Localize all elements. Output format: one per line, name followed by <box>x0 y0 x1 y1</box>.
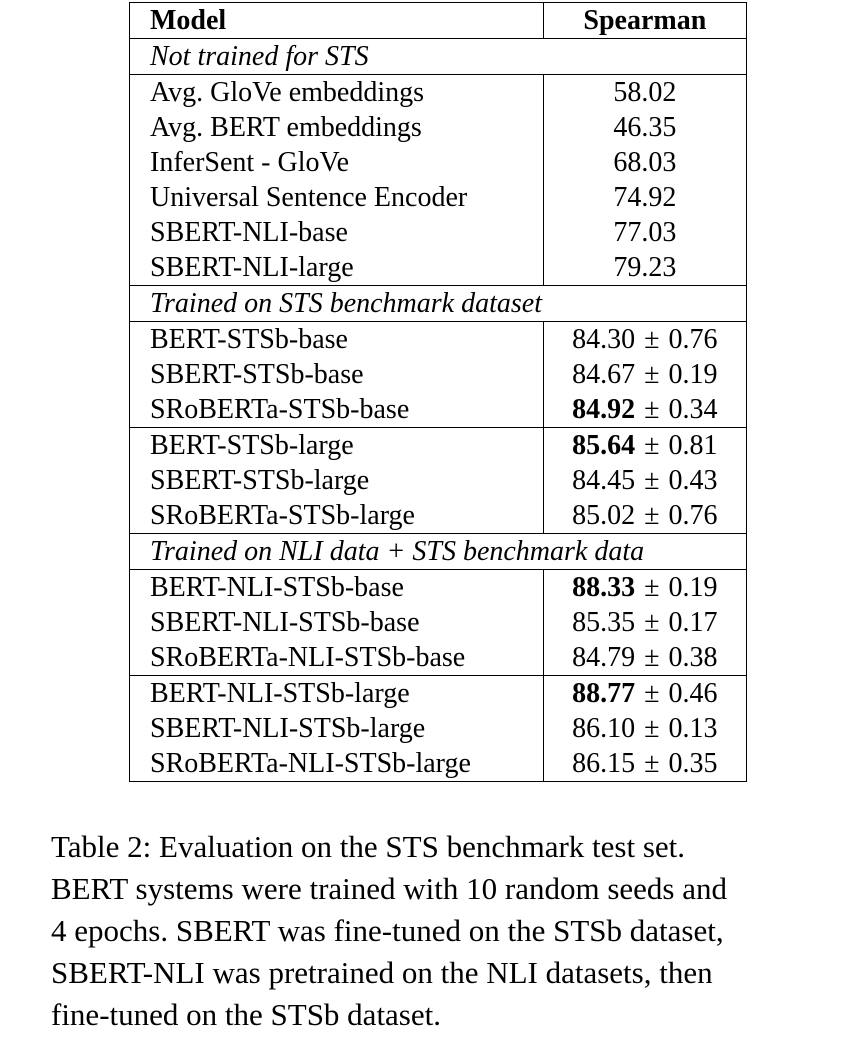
section-title: Not trained for STS <box>130 39 747 75</box>
model-name-cell: BERT-STSb-large <box>130 428 544 464</box>
spearman-value: 84.79 <box>572 642 636 673</box>
spearman-cell <box>543 392 746 428</box>
spearman-value: 86.15 <box>572 748 636 779</box>
model-name-cell: SBERT-NLI-STSb-base <box>130 605 544 640</box>
table-row <box>130 250 747 286</box>
std-deviation: 0.13 <box>668 713 718 744</box>
model-name-cell: BERT-STSb-base <box>130 322 544 358</box>
table-row <box>130 145 747 180</box>
model-name-cell: SBERT-STSb-base <box>130 357 544 392</box>
table-row <box>130 357 747 392</box>
model-name-cell: Universal Sentence Encoder <box>130 180 544 215</box>
spearman-cell <box>543 322 746 358</box>
model-name-cell: SRoBERTa-NLI-STSb-large <box>130 746 544 782</box>
std-deviation: 0.19 <box>668 359 718 390</box>
section-title: Trained on STS benchmark dataset <box>130 286 747 322</box>
spearman-cell <box>543 75 746 111</box>
model-name-cell: SBERT-NLI-large <box>130 250 544 286</box>
plus-minus-sign: ± <box>644 430 660 461</box>
caption-line: Table 2: Evaluation on the STS benchmark test set. <box>51 829 686 864</box>
spearman-cell <box>543 498 746 534</box>
model-name-cell: InferSent - GloVe <box>130 145 544 180</box>
caption-line: 4 epochs. SBERT was fine-tuned on the STSb dataset, <box>51 913 724 948</box>
spearman-value: 68.03 <box>613 147 677 178</box>
plus-minus-sign: ± <box>644 465 660 496</box>
plus-minus-sign: ± <box>644 678 660 709</box>
table-row <box>130 215 747 250</box>
spearman-value: 88.77 <box>572 678 636 709</box>
spearman-cell <box>543 463 746 498</box>
caption-line: BERT systems were trained with 10 random seeds and <box>51 871 727 906</box>
section-header-row <box>130 286 747 322</box>
model-name-cell: SBERT-NLI-STSb-large <box>130 711 544 746</box>
model-name-cell: BERT-NLI-STSb-base <box>130 570 544 606</box>
spearman-cell <box>543 110 746 145</box>
spearman-value: 58.02 <box>613 77 677 108</box>
std-deviation: 0.34 <box>668 394 718 425</box>
header-model: Model <box>130 3 544 39</box>
spearman-value: 86.10 <box>572 713 636 744</box>
table-row <box>130 428 747 464</box>
spearman-cell <box>543 357 746 392</box>
std-deviation: 0.46 <box>668 678 718 709</box>
spearman-cell <box>543 250 746 286</box>
results-table <box>129 2 747 782</box>
plus-minus-sign: ± <box>644 713 660 744</box>
header-spearman: Spearman <box>543 3 746 39</box>
section-header-row <box>130 39 747 75</box>
spearman-value: 74.92 <box>613 182 677 213</box>
table-row <box>130 746 747 782</box>
std-deviation: 0.76 <box>668 324 718 355</box>
table-row <box>130 711 747 746</box>
model-name-cell: Avg. GloVe embeddings <box>130 75 544 111</box>
spearman-cell <box>543 428 746 464</box>
spearman-cell <box>543 180 746 215</box>
spearman-value: 46.35 <box>613 112 677 143</box>
table-row <box>130 498 747 534</box>
table-row <box>130 322 747 358</box>
std-deviation: 0.81 <box>668 430 718 461</box>
model-name-cell: SRoBERTa-NLI-STSb-base <box>130 640 544 676</box>
model-name-cell: Avg. BERT embeddings <box>130 110 544 145</box>
spearman-cell <box>543 746 746 782</box>
plus-minus-sign: ± <box>644 607 660 638</box>
spearman-cell <box>543 711 746 746</box>
model-name-cell: SBERT-STSb-large <box>130 463 544 498</box>
header-row <box>130 3 747 39</box>
spearman-value: 77.03 <box>613 217 677 248</box>
spearman-value: 85.02 <box>572 500 636 531</box>
spearman-value: 85.64 <box>572 430 636 461</box>
spearman-cell <box>543 145 746 180</box>
spearman-value: 84.45 <box>572 465 636 496</box>
std-deviation: 0.35 <box>668 748 718 779</box>
spearman-cell <box>543 570 746 606</box>
table-row <box>130 110 747 145</box>
spearman-value: 84.30 <box>572 324 636 355</box>
table-row <box>130 676 747 712</box>
plus-minus-sign: ± <box>644 572 660 603</box>
spearman-cell <box>543 640 746 676</box>
table-row <box>130 392 747 428</box>
table-row <box>130 570 747 606</box>
table-row <box>130 180 747 215</box>
model-name-cell: SBERT-NLI-base <box>130 215 544 250</box>
spearman-cell <box>543 676 746 712</box>
table-row <box>130 463 747 498</box>
spearman-value: 84.92 <box>572 394 636 425</box>
model-name-cell: SRoBERTa-STSb-base <box>130 392 544 428</box>
section-header-row <box>130 534 747 570</box>
spearman-value: 84.67 <box>572 359 636 390</box>
table-row <box>130 640 747 676</box>
spearman-cell <box>543 215 746 250</box>
plus-minus-sign: ± <box>644 324 660 355</box>
spearman-value: 79.23 <box>613 252 677 283</box>
std-deviation: 0.38 <box>668 642 718 673</box>
plus-minus-sign: ± <box>644 748 660 779</box>
caption-line: fine-tuned on the STSb dataset. <box>51 997 441 1032</box>
plus-minus-sign: ± <box>644 359 660 390</box>
plus-minus-sign: ± <box>644 500 660 531</box>
section-title: Trained on NLI data + STS benchmark data <box>130 534 747 570</box>
std-deviation: 0.17 <box>668 607 718 638</box>
table-caption <box>51 826 824 1036</box>
std-deviation: 0.19 <box>668 572 718 603</box>
spearman-value: 85.35 <box>572 607 636 638</box>
plus-minus-sign: ± <box>644 642 660 673</box>
table-row <box>130 75 747 111</box>
caption-line: SBERT-NLI was pretrained on the NLI datasets, then <box>51 955 713 990</box>
std-deviation: 0.76 <box>668 500 718 531</box>
model-name-cell: SRoBERTa-STSb-large <box>130 498 544 534</box>
std-deviation: 0.43 <box>668 465 718 496</box>
spearman-cell <box>543 605 746 640</box>
table-row <box>130 605 747 640</box>
spearman-value: 88.33 <box>572 572 636 603</box>
plus-minus-sign: ± <box>644 394 660 425</box>
table-body <box>130 39 747 782</box>
model-name-cell: BERT-NLI-STSb-large <box>130 676 544 712</box>
